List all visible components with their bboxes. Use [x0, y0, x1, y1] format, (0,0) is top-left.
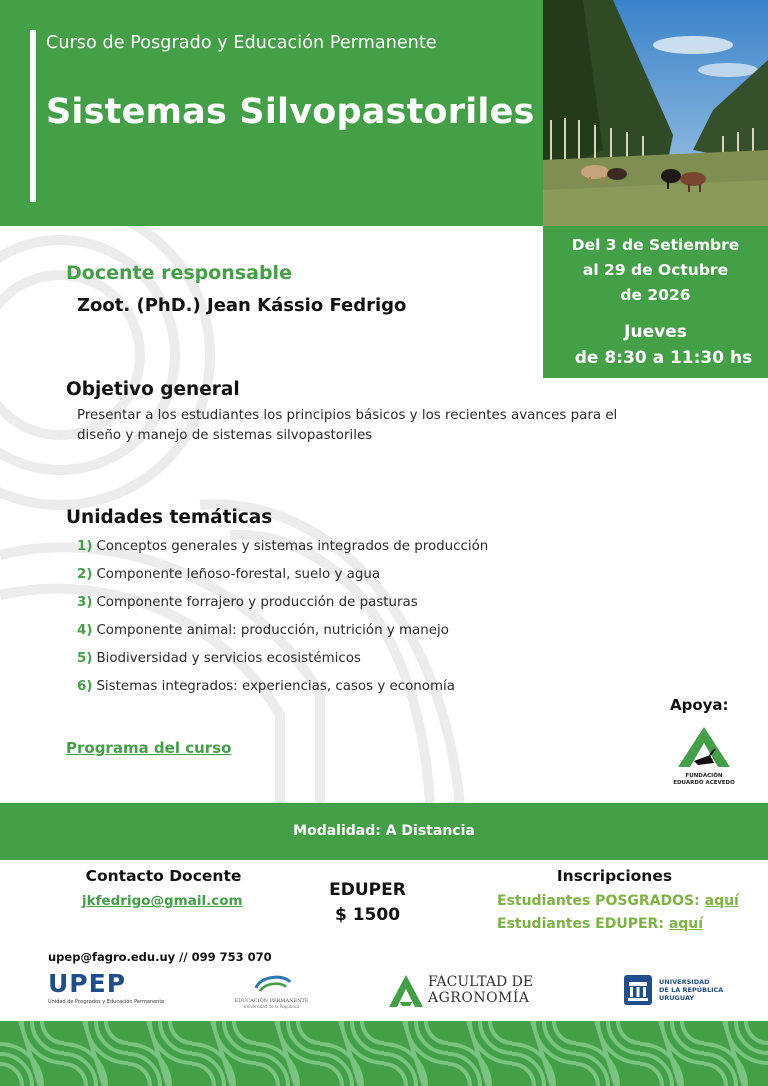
list-item [77, 593, 488, 621]
date-line-3: de 2026 [620, 286, 691, 304]
header-banner [0, 0, 543, 226]
units-heading: Unidades temáticas [66, 507, 273, 528]
posgrado-register-link[interactable]: aquí [704, 893, 739, 909]
support-label: Apoya: [670, 696, 729, 714]
list-item [77, 677, 488, 705]
registration-posgrado [497, 893, 739, 909]
institution-logos [0, 960, 768, 1020]
header-subtitle: Curso de Posgrado y Educación Permanente [46, 33, 437, 53]
fundacion-text-1: FUNDACIÓN [685, 773, 723, 779]
fundacion-text-2: EDUARDO ACEVEDO [673, 780, 735, 786]
udelar-logo [623, 974, 733, 1010]
ep-logo-text: EDUCACIÓN PERMANENTE [234, 998, 309, 1004]
unit-number: 5) [77, 651, 93, 666]
list-item [77, 621, 488, 649]
unit-text: Componente leñoso-forestal, suelo y agua [96, 567, 381, 582]
agronomia-text-1: FACULTAD DE [428, 974, 534, 990]
eduper-register-link[interactable]: aquí [668, 916, 704, 932]
price-label: EDUPER [329, 880, 406, 900]
modality-band: Modalidad: A Distancia [0, 803, 768, 860]
ep-logo-sub: Universidad de la República [243, 1004, 300, 1009]
schedule-day: Jueves [624, 322, 687, 342]
course-title: Sistemas Silvopastoriles [46, 92, 535, 132]
objective-line-1: Presentar a los estudiantes los principios básicos y los recientes avances para el [77, 408, 618, 423]
footer-pattern [0, 1021, 768, 1086]
ep-swirl-icon [250, 972, 294, 994]
unit-text: Sistemas integrados: experiencias, casos y economía [96, 679, 455, 694]
unit-number: 1) [77, 539, 93, 554]
teacher-name: Zoot. (PhD.) Jean Kássio Fedrigo [77, 295, 407, 316]
unit-number: 2) [77, 567, 93, 582]
upep-logo-text: UPEP [48, 969, 127, 998]
units-list [77, 537, 488, 705]
list-item [77, 537, 488, 565]
facultad-agronomia-logo [388, 972, 548, 1012]
eduper-label: Estudiantes EDUPER: [497, 916, 664, 932]
program-link[interactable]: Programa del curso [66, 739, 232, 757]
upep-contact: upep@fagro.edu.uy // 099 753 070 [48, 950, 272, 964]
fundacion-logo [668, 725, 740, 789]
silvopastoral-photo [543, 0, 768, 226]
udelar-text-3: URUGUAY [659, 994, 695, 1002]
agronomia-a-icon [388, 974, 424, 1008]
agronomia-text-2: AGRONOMÍA [428, 990, 530, 1006]
fundacion-a-icon [668, 725, 740, 769]
unit-number: 4) [77, 623, 93, 638]
udelar-text-2: DE LA REPÚBLICA [659, 986, 724, 994]
objective-line-2: diseño y manejo de sistemas silvopastoriles [77, 428, 373, 443]
unit-number: 6) [77, 679, 93, 694]
registration-eduper [497, 916, 703, 932]
schedule-time: de 8:30 a 11:30 hs [574, 348, 753, 368]
upep-logo-sub: Unidad de Posgrados y Educación Permanente [48, 999, 165, 1005]
unit-text: Componente animal: producción, nutrición y manejo [96, 623, 449, 638]
unit-text: Componente forrajero y producción de pasturas [96, 595, 418, 610]
udelar-text-1: UNIVERSIDAD [659, 978, 710, 986]
upep-logo [48, 969, 165, 1016]
contact-email-link[interactable]: jkfedrigo@gmail.com [82, 893, 243, 909]
unit-text: Biodiversidad y servicios ecosistémicos [96, 651, 361, 666]
posgrado-label: Estudiantes POSGRADOS: [497, 893, 700, 909]
header-accent-bar [30, 30, 36, 202]
list-item [77, 649, 488, 677]
date-line-2: al 29 de Octubre [582, 261, 729, 279]
educacion-permanente-logo [224, 972, 319, 1012]
objective-heading: Objetivo general [66, 379, 240, 400]
contact-heading: Contacto Docente [85, 867, 242, 885]
date-line-1: Del 3 de Setiembre [571, 236, 740, 254]
registration-heading: Inscripciones [556, 867, 673, 885]
schedule-box [543, 226, 768, 378]
udelar-shield-icon [623, 974, 653, 1006]
teacher-heading: Docente responsable [66, 262, 292, 284]
price-amount: $ 1500 [334, 905, 401, 925]
unit-text: Conceptos generales y sistemas integrados de producción [96, 539, 489, 554]
unit-number: 3) [77, 595, 93, 610]
list-item [77, 565, 488, 593]
